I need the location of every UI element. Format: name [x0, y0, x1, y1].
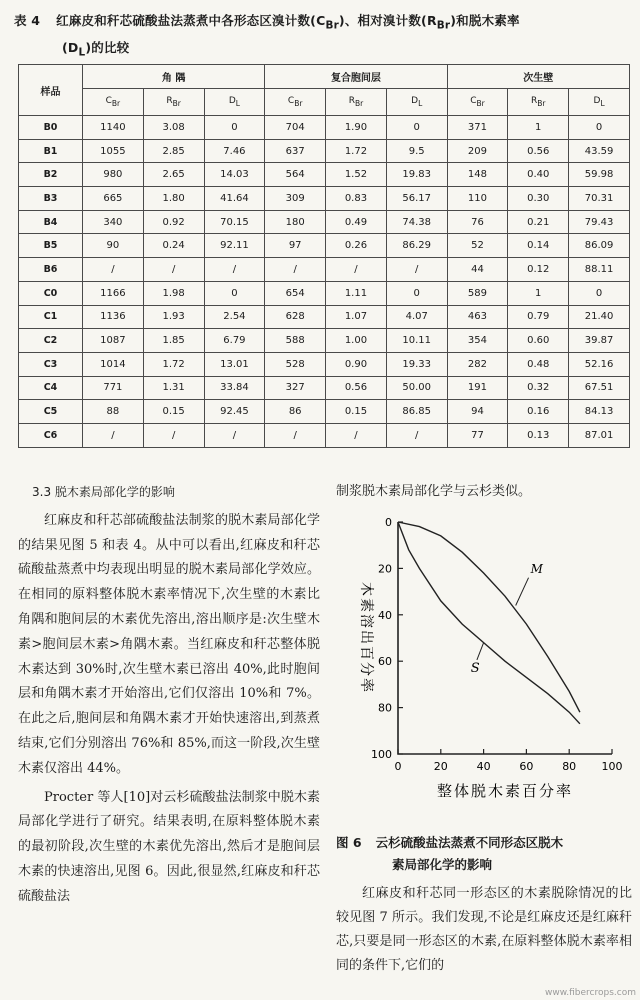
table-cell: 52.16	[569, 352, 630, 376]
figure-6	[336, 508, 632, 828]
table-row	[19, 258, 630, 282]
figure-caption: 图 6 云杉硫酸盐法蒸煮不同形态区脱木 素局部化学的影响	[336, 835, 564, 872]
table-cell: 3.08	[143, 116, 204, 140]
table-cell: 564	[265, 163, 326, 187]
table-cell: /	[143, 258, 204, 282]
table-cell: 10.11	[386, 329, 447, 353]
table-cell: 67.51	[569, 376, 630, 400]
table-cell: 1.93	[143, 305, 204, 329]
table-cell: 0.60	[508, 329, 569, 353]
table-cell: 9.5	[386, 139, 447, 163]
sample-cell: C0	[19, 281, 83, 305]
table-cell: 43.59	[569, 139, 630, 163]
table-cell: 1.72	[326, 139, 387, 163]
table-cell: 41.64	[204, 187, 265, 211]
x-tick-label: 0	[394, 760, 402, 773]
sample-cell: C3	[19, 352, 83, 376]
table-cell: 0	[204, 281, 265, 305]
table-row	[19, 305, 630, 329]
table-row	[19, 376, 630, 400]
table-cell: 70.15	[204, 210, 265, 234]
series-s-leader	[477, 643, 484, 660]
x-tick-label: 40	[476, 760, 491, 773]
table-cell: 86.09	[569, 234, 630, 258]
table-cell: 0.83	[326, 187, 387, 211]
table-cell: 0.40	[508, 163, 569, 187]
table-cell: 0	[386, 116, 447, 140]
table-cell: 1.98	[143, 281, 204, 305]
table-row	[19, 423, 630, 447]
table-cell: 1136	[83, 305, 144, 329]
sample-cell: C4	[19, 376, 83, 400]
table-cell: /	[326, 258, 387, 282]
table-cell: /	[386, 258, 447, 282]
column-header: $D_L$	[204, 89, 265, 116]
table-cell: 1014	[83, 352, 144, 376]
table-cell: 92.11	[204, 234, 265, 258]
table-cell: /	[265, 423, 326, 447]
table-cell: 589	[447, 281, 508, 305]
y-tick-label: 40	[378, 608, 392, 622]
sample-cell: B0	[19, 116, 83, 140]
table-cell: 0.12	[508, 258, 569, 282]
column-header: $R_{Br}$	[326, 89, 387, 116]
table-cell: 19.83	[386, 163, 447, 187]
table-cell: 1055	[83, 139, 144, 163]
table-row	[19, 163, 630, 187]
left-column	[18, 480, 320, 910]
table-cell: 1140	[83, 116, 144, 140]
table-cell: 14.03	[204, 163, 265, 187]
table-cell: 2.65	[143, 163, 204, 187]
table-cell: /	[265, 258, 326, 282]
y-tick-label: 100	[371, 748, 392, 761]
table-cell: 0	[569, 116, 630, 140]
table-cell: 44	[447, 258, 508, 282]
table-cell: 665	[83, 187, 144, 211]
table-cell: 92.45	[204, 400, 265, 424]
table-cell: 79.43	[569, 210, 630, 234]
table-row	[19, 210, 630, 234]
table-cell: 97	[265, 234, 326, 258]
y-tick-label: 20	[378, 562, 392, 576]
sample-cell: C6	[19, 423, 83, 447]
x-tick-label: 100	[601, 760, 623, 773]
table-cell: 6.79	[204, 329, 265, 353]
paragraph: 红麻皮和秆芯同一形态区的木素脱除情况的比较见图 7 所示。我们发现,不论是红麻皮还是红麻秆芯,只要是同一形态区的木素,在原料整体脱木素率相同的条件下,它们的	[336, 886, 632, 973]
sample-cell: C2	[19, 329, 83, 353]
table-cell: 1.72	[143, 352, 204, 376]
x-axis-label: 整体脱木素百分率	[436, 782, 574, 800]
table-cell: /	[204, 423, 265, 447]
table-cell: 39.87	[569, 329, 630, 353]
table-row	[19, 281, 630, 305]
table-cell: 0.15	[143, 400, 204, 424]
table-cell: 0.48	[508, 352, 569, 376]
table-cell: 2.54	[204, 305, 265, 329]
sample-cell: B4	[19, 210, 83, 234]
table-cell: 354	[447, 329, 508, 353]
table-cell: 33.84	[204, 376, 265, 400]
table-cell: 52	[447, 234, 508, 258]
table-cell: 59.98	[569, 163, 630, 187]
table-cell: 76	[447, 210, 508, 234]
table-cell: /	[143, 423, 204, 447]
table-cell: 0.26	[326, 234, 387, 258]
table-cell: 309	[265, 187, 326, 211]
table-row	[19, 329, 630, 353]
table-cell: 19.33	[386, 352, 447, 376]
table-cell: 0.90	[326, 352, 387, 376]
table-row	[19, 352, 630, 376]
table-cell: 86.29	[386, 234, 447, 258]
table-cell: 4.07	[386, 305, 447, 329]
table-row	[19, 187, 630, 211]
table-cell: 209	[447, 139, 508, 163]
table-cell: /	[386, 423, 447, 447]
series-m-leader	[516, 578, 529, 606]
table-cell: 88.11	[569, 258, 630, 282]
table-cell: 1.07	[326, 305, 387, 329]
column-header: $R_{Br}$	[508, 89, 569, 116]
table-cell: 628	[265, 305, 326, 329]
table-cell: 980	[83, 163, 144, 187]
table-cell: 637	[265, 139, 326, 163]
table-cell: 0	[386, 281, 447, 305]
table-cell: 340	[83, 210, 144, 234]
table-cell: 70.31	[569, 187, 630, 211]
watermark: www.fibercrops.com	[545, 988, 636, 998]
sample-cell: B1	[19, 139, 83, 163]
y-tick-label: 80	[378, 701, 392, 715]
table-number: 表 4	[14, 13, 41, 28]
table-cell: 371	[447, 116, 508, 140]
table-cell: 0.56	[508, 139, 569, 163]
paragraph: 制浆脱木素局部化学与云杉类似。	[336, 484, 532, 499]
table-cell: 0.21	[508, 210, 569, 234]
table-cell: 191	[447, 376, 508, 400]
table-cell: 0	[569, 281, 630, 305]
sample-header: 样品	[19, 65, 83, 116]
table-cell: 1.00	[326, 329, 387, 353]
right-column-top	[336, 480, 632, 505]
table-row	[19, 116, 630, 140]
table-cell: 86	[265, 400, 326, 424]
x-tick-label: 80	[562, 760, 577, 773]
data-table	[18, 64, 630, 448]
table-cell: 56.17	[386, 187, 447, 211]
table-cell: 90	[83, 234, 144, 258]
column-header: $R_{Br}$	[143, 89, 204, 116]
x-tick-label: 60	[519, 760, 534, 773]
table-row	[19, 234, 630, 258]
table-cell: 0.92	[143, 210, 204, 234]
table-cell: 282	[447, 352, 508, 376]
series-m-line	[398, 522, 580, 712]
table-cell: 1.85	[143, 329, 204, 353]
table-cell: 21.40	[569, 305, 630, 329]
table-cell: 0.16	[508, 400, 569, 424]
column-header: $C_{Br}$	[83, 89, 144, 116]
table-cell: 771	[83, 376, 144, 400]
table-cell: 1.11	[326, 281, 387, 305]
table-cell: 1	[508, 281, 569, 305]
y-tick-label: 0	[385, 516, 392, 529]
sample-cell: B3	[19, 187, 83, 211]
table-cell: 86.85	[386, 400, 447, 424]
table-cell: 1.52	[326, 163, 387, 187]
table-cell: 0.30	[508, 187, 569, 211]
table-cell: 50.00	[386, 376, 447, 400]
table-cell: 7.46	[204, 139, 265, 163]
table-cell: 13.01	[204, 352, 265, 376]
table-cell: /	[326, 423, 387, 447]
y-axis-label: 木素溶出百分率	[358, 582, 374, 694]
figure-number: 图 6	[336, 835, 362, 850]
sample-cell: B5	[19, 234, 83, 258]
sample-cell: B2	[19, 163, 83, 187]
table-cell: 0.13	[508, 423, 569, 447]
table-caption: 表 4 红麻皮和秆芯硫酸盐法蒸煮中各形态区溴计数$(C_{Br})$、相对溴计数$(R_{Br})$和脱木素率 $(D_L)$的比较	[14, 13, 520, 58]
table-cell: 0.79	[508, 305, 569, 329]
series-s-label: S	[470, 660, 480, 676]
table-cell: 0.15	[326, 400, 387, 424]
column-header: $C_{Br}$	[447, 89, 508, 116]
paragraph: 红麻皮和秆芯部硫酸盐法制浆的脱木素局部化学的结果见图 5 和表 4。从中可以看出,红麻皮和秆芯硫酸盐蒸煮中均表现出明显的脱木素局部化学效应。在相同的原料整体脱木素率情况下,次生壁的木素比角隅和胞间层的木素优先溶出,溶出顺序是:次生壁木素>胞间层木素>角隅木素。当红麻皮和秆芯整体脱木素达到 30%时,次生壁木素已溶出 40%,此时胞间层和角隅木素才开始溶出,它们仅溶出 10%和 7%。在此之后,胞间层和角隅木素才开始快速溶出,到蒸煮结束,它们分别溶出 76%和 85%,而这一阶段,次生壁木素仅溶出 44%。	[18, 512, 320, 776]
table-cell: 2.85	[143, 139, 204, 163]
sample-cell: C1	[19, 305, 83, 329]
table-cell: 588	[265, 329, 326, 353]
table-cell: 77	[447, 423, 508, 447]
table-cell: 654	[265, 281, 326, 305]
table-cell: 0.24	[143, 234, 204, 258]
table-cell: 88	[83, 400, 144, 424]
series-s-line	[398, 522, 580, 724]
y-tick-label: 60	[378, 655, 392, 669]
axes	[398, 522, 612, 754]
table-cell: 148	[447, 163, 508, 187]
sample-cell: B6	[19, 258, 83, 282]
table-cell: /	[204, 258, 265, 282]
table-cell: 463	[447, 305, 508, 329]
table-cell: /	[83, 423, 144, 447]
table-cell: 1	[508, 116, 569, 140]
table-cell: 0.32	[508, 376, 569, 400]
table-cell: 0	[204, 116, 265, 140]
section-heading: 3.3 脱木素局部化学的影响	[32, 485, 175, 499]
table-cell: /	[83, 258, 144, 282]
table-row	[19, 139, 630, 163]
table-cell: 1.90	[326, 116, 387, 140]
table-cell: 87.01	[569, 423, 630, 447]
table-cell: 528	[265, 352, 326, 376]
table-cell: 327	[265, 376, 326, 400]
series-m-label: M	[530, 562, 543, 577]
paragraph: Procter 等人[10]对云杉硫酸盐法制浆中脱木素局部化学进行了研究。结果表明,在原料整体脱木素的最初阶段,次生壁的木素优先溶出,然后才是胞间层木素的快速溶出,见图 6。因此,很显然,红麻皮和秆芯硫酸盐法	[18, 789, 320, 904]
table-cell: 180	[265, 210, 326, 234]
table-cell: 110	[447, 187, 508, 211]
chart-svg	[336, 508, 632, 828]
column-header: $C_{Br}$	[265, 89, 326, 116]
table-cell: 0.14	[508, 234, 569, 258]
right-column-bottom	[336, 882, 632, 978]
table-cell: 74.38	[386, 210, 447, 234]
table-cell: 0.49	[326, 210, 387, 234]
table-cell: 94	[447, 400, 508, 424]
table-cell: 1.31	[143, 376, 204, 400]
group-header-secondary-wall: 次生壁	[447, 65, 629, 89]
sample-cell: C5	[19, 400, 83, 424]
table-row	[19, 400, 630, 424]
table-cell: 1087	[83, 329, 144, 353]
group-header-corner: 角 隅	[83, 65, 265, 89]
table-cell: 704	[265, 116, 326, 140]
group-header-middle-lamella: 复合胞间层	[265, 65, 447, 89]
column-header: $D_L$	[569, 89, 630, 116]
x-tick-label: 20	[433, 760, 448, 773]
table-cell: 1166	[83, 281, 144, 305]
column-header: $D_L$	[386, 89, 447, 116]
table-cell: 84.13	[569, 400, 630, 424]
table-cell: 1.80	[143, 187, 204, 211]
table-cell: 0.56	[326, 376, 387, 400]
